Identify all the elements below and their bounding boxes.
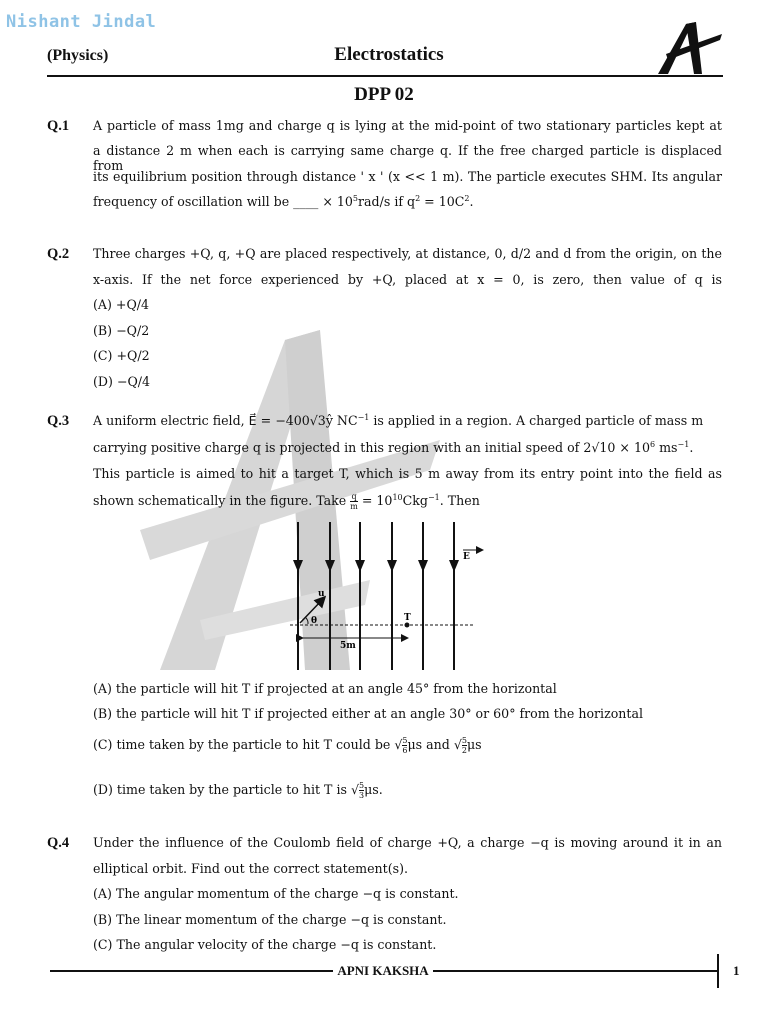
q1-text-line: its equilibrium position through distance ' x ' (x << 1 m). The particle executes SHM. Its angular [93, 169, 722, 184]
page-number: 1 [733, 963, 740, 978]
sheet-title: DPP 02 [354, 84, 414, 105]
label-distance: 5m [340, 641, 356, 651]
target-point [405, 623, 410, 628]
q-over-m-fraction: $\frac{q}{m}$ [350, 492, 358, 511]
label-theta: θ [311, 616, 318, 626]
q4-option: (A) The angular momentum of the charge −q is constant. [93, 886, 459, 901]
label-u: u [318, 589, 325, 599]
q4-option: (C) The angular velocity of the charge −q is constant. [93, 937, 437, 952]
subject-label: (Physics) [47, 47, 109, 64]
q3-option: (D) time taken by the particle to hit T is √ $\frac{5}{3}$ μs. [93, 781, 383, 800]
q1-text-line: a distance 2 m when each is carrying same charge q. If the free charged particle is displaced from [93, 143, 722, 173]
label-T: T [404, 613, 411, 623]
question-number: Q.3 [47, 413, 70, 429]
q4-text-line: elliptical orbit. Find out the correct statement(s). [93, 861, 409, 876]
footer-brand: APNI KAKSHA [337, 963, 429, 978]
q2-option: (D) −Q/4 [93, 374, 151, 389]
topic-title: Electrostatics [334, 44, 444, 65]
q3-text-line: A uniform electric field, E⃗ = −400√3ŷ $NC^{-1}$ is applied in a region. A charged particle of mass m [93, 413, 704, 428]
q3-option: (A) the particle will hit T if projected at an angle 45° from the horizontal [93, 681, 557, 696]
q3-text-line: shown schematically in the figure. Take $\frac{q}{m}$ = $10^{10}Ckg^{-1}$. Then [93, 492, 480, 511]
q2-option: (A) +Q/4 [93, 297, 150, 312]
footer-tick [717, 954, 719, 988]
q1-text-line: A particle of mass 1mg and charge q is lying at the mid-point of two stationary particles kept at [93, 118, 722, 133]
brand-logo [652, 20, 724, 76]
header-rule [47, 75, 723, 77]
q2-option: (C) +Q/2 [93, 348, 150, 363]
q3-option: (B) the particle will hit T if projected either at an angle 30° or 60° from the horizontal [93, 706, 643, 721]
label-E: E [463, 552, 470, 562]
q2-text-line: Three charges +Q, q, +Q are placed respectively, at distance, 0, d/2 and d from the origin, on the [93, 246, 722, 261]
q4-option: (B) The linear momentum of the charge −q is constant. [93, 912, 447, 927]
q2-text-line: x-axis. If the net force experienced by +Q, placed at x = 0, is zero, then value of q is [93, 272, 722, 287]
q2-option: (B) −Q/2 [93, 323, 150, 338]
q1-text-line: frequency of oscillation will be ____ × $10^5rad/s$ if $q^2 = 10C^2$. [93, 194, 474, 209]
footer-rule-right [433, 970, 718, 972]
q3-option: (C) time taken by the particle to hit T could be √ $\frac{5}{6}$ μs and √ $\frac{5}{2}$ μs [93, 736, 482, 755]
footer-rule-left [50, 970, 333, 972]
q3-text-line: carrying positive charge q is projected in this region with an initial speed of $2√10 \times 10^6$ $ms^{-1}$. [93, 440, 694, 455]
question-number: Q.4 [47, 835, 70, 851]
q4-text-line: Under the influence of the Coulomb field of charge +Q, a charge −q is moving around it in an [93, 835, 722, 850]
question-number: Q.1 [47, 118, 70, 134]
author-name: Nishant Jindal [6, 12, 157, 32]
q3-text-line: This particle is aimed to hit a target T, which is 5 m away from its entry point into the field as [93, 466, 722, 481]
question-number: Q.2 [47, 246, 70, 262]
field-figure [280, 520, 490, 672]
